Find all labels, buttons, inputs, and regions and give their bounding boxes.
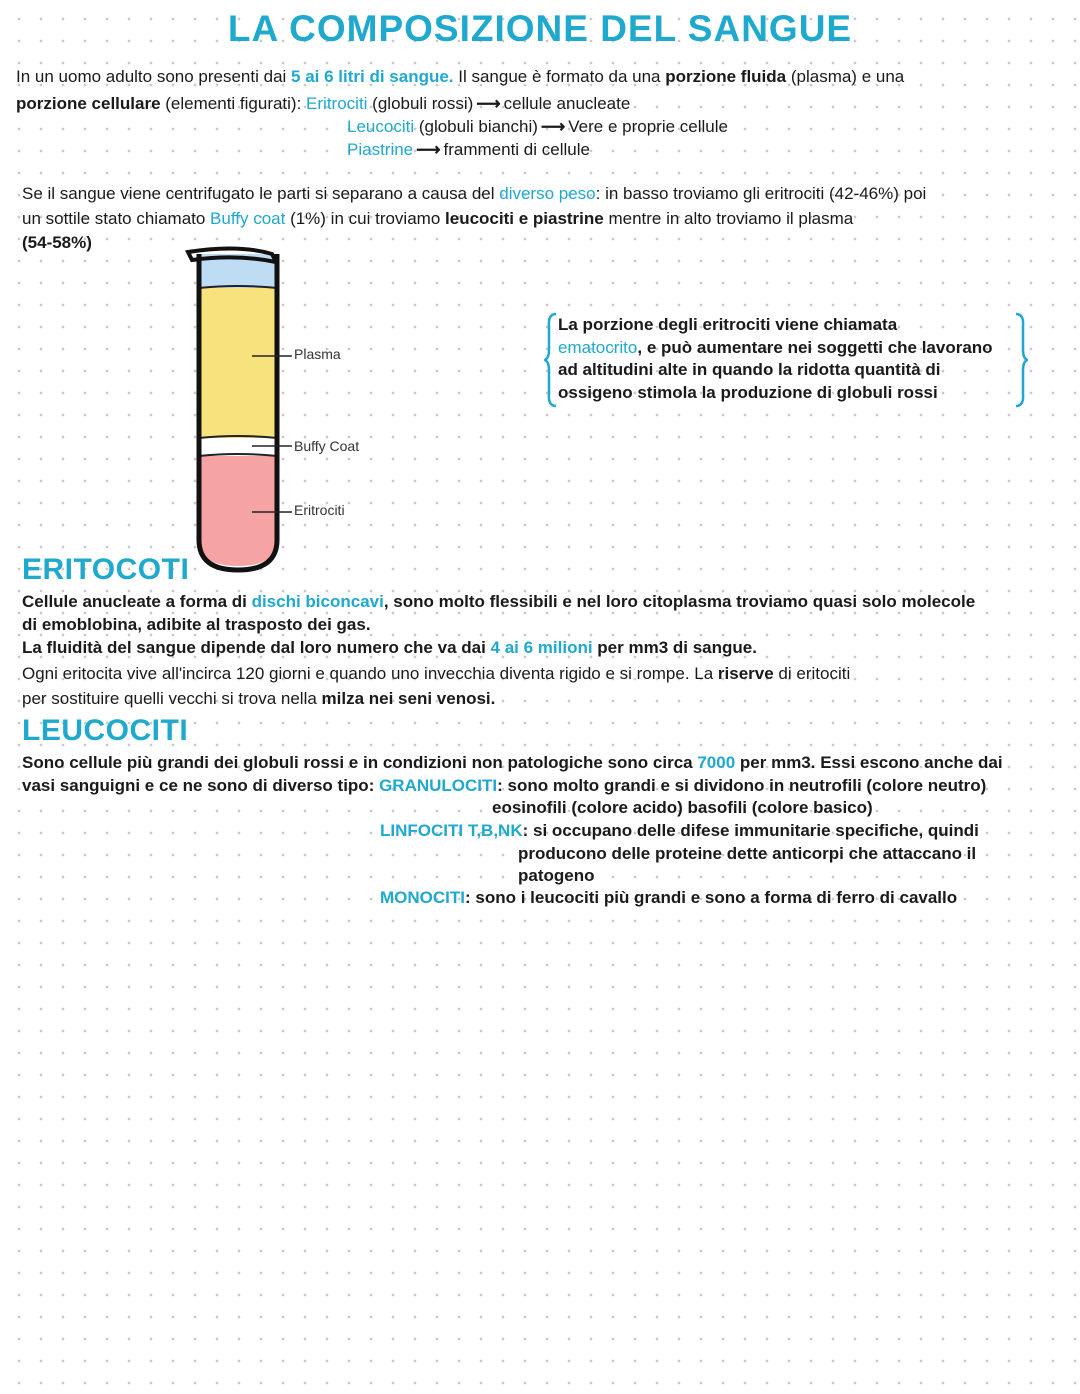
right-brace-icon — [1014, 312, 1028, 408]
eritrociti-line-2: di emoblobina, adibite al trasposto dei gas. — [22, 615, 371, 634]
leucociti-line-7: MONOCITI: sono i leucociti più grandi e sono a forma di ferro di cavallo — [380, 888, 958, 907]
tube-label-buffy: Buffy Coat — [294, 438, 360, 454]
leucociti-line-6: patogeno — [518, 866, 595, 885]
leucociti-line-1: Sono cellule più grandi dei globuli rossi e in condizioni non patologiche sono circa 7000 per mm3. Essi escono anche dai — [22, 753, 1003, 772]
eritrociti-line-5: per sostituire quelli vecchi si trova nella milza nei seni venosi. — [22, 689, 496, 708]
centrifuge-line-2: un sottile stato chiamato Buffy coat (1%) in cui troviamo leucociti e piastrine mentre in alto troviamo il plasma — [22, 209, 854, 228]
centrifuge-line-1: Se il sangue viene centrifugato le parti si separano a causa del diverso peso: in basso troviamo gli eritrociti (42-46%) poi — [22, 184, 927, 203]
intro-line-1: In un uomo adulto sono presenti dai 5 ai 6 litri di sangue. Il sangue è formato da una porzione fluida (plasma) e una — [16, 67, 905, 86]
intro-line-3: Leucociti (globuli bianchi) ⟶ Vere e proprie cellule — [347, 117, 728, 136]
arrow-right-icon: ⟶ — [416, 140, 441, 159]
left-brace-icon — [544, 312, 558, 408]
tube-plasma-layer — [199, 288, 277, 438]
eritrociti-line-4: Ogni eritocita vive all'incirca 120 giorni e quando uno invecchia diventa rigido e si rompe. La riserve di eritociti — [22, 664, 851, 683]
leucociti-line-4: LINFOCITI T,B,NK: si occupano delle difese immunitarie specifiche, quindi — [380, 821, 979, 840]
arrow-right-icon: ⟶ — [540, 117, 566, 136]
arrow-right-icon: ⟶ — [476, 94, 501, 113]
eritrociti-line-3: La fluidità del sangue dipende dal loro numero che va dai 4 ai 6 milioni per mm3 di sangue. — [22, 638, 757, 657]
note-line-1: La porzione degli eritrociti viene chiamata — [558, 315, 898, 334]
test-tube-diagram — [180, 240, 300, 580]
blood-volume: 5 ai 6 litri di sangue. — [291, 67, 454, 86]
leucociti-line-5: producono delle proteine dette anticorpi che attaccano il — [518, 844, 977, 863]
intro-line-2: porzione cellulare (elementi figurati): Eritrociti (globuli rossi) ⟶ cellule anucleate — [16, 94, 631, 113]
tube-eritrociti-layer — [199, 456, 277, 566]
eritrociti-line-1: Cellule anucleate a forma di dischi biconcavi, sono molto flessibili e nel loro citoplasma troviamo quasi solo molecole — [22, 592, 976, 611]
note-line-2: ematocrito, e può aumentare nei soggetti che lavorano — [558, 337, 993, 357]
leucociti-line-3: eosinofili (colore acido) basofili (colore basico) — [492, 798, 873, 817]
page-title: LA COMPOSIZIONE DEL SANGUE — [227, 8, 853, 49]
eritrociti-heading: ERITOCOTI — [22, 553, 190, 586]
leucociti-line-2: vasi sanguigni e ce ne sono di diverso tipo: GRANULOCITI: sono molto grandi e si dividono in neutrofili (colore neutro) — [22, 776, 987, 795]
tube-label-plasma: Plasma — [294, 346, 341, 362]
note-line-3: ad altitudini alte in quando la ridotta quantità di — [558, 360, 941, 379]
intro-line-4: Piastrine ⟶ frammenti di cellule — [347, 140, 590, 159]
hematocrit-note — [552, 312, 1022, 408]
leucociti-heading: LEUCOCITI — [22, 714, 189, 747]
centrifuge-line-3: (54-58%) — [22, 233, 92, 252]
tube-label-eritrociti: Eritrociti — [294, 502, 345, 518]
note-line-4: ossigeno stimola la produzione di globuli rossi — [558, 382, 938, 402]
